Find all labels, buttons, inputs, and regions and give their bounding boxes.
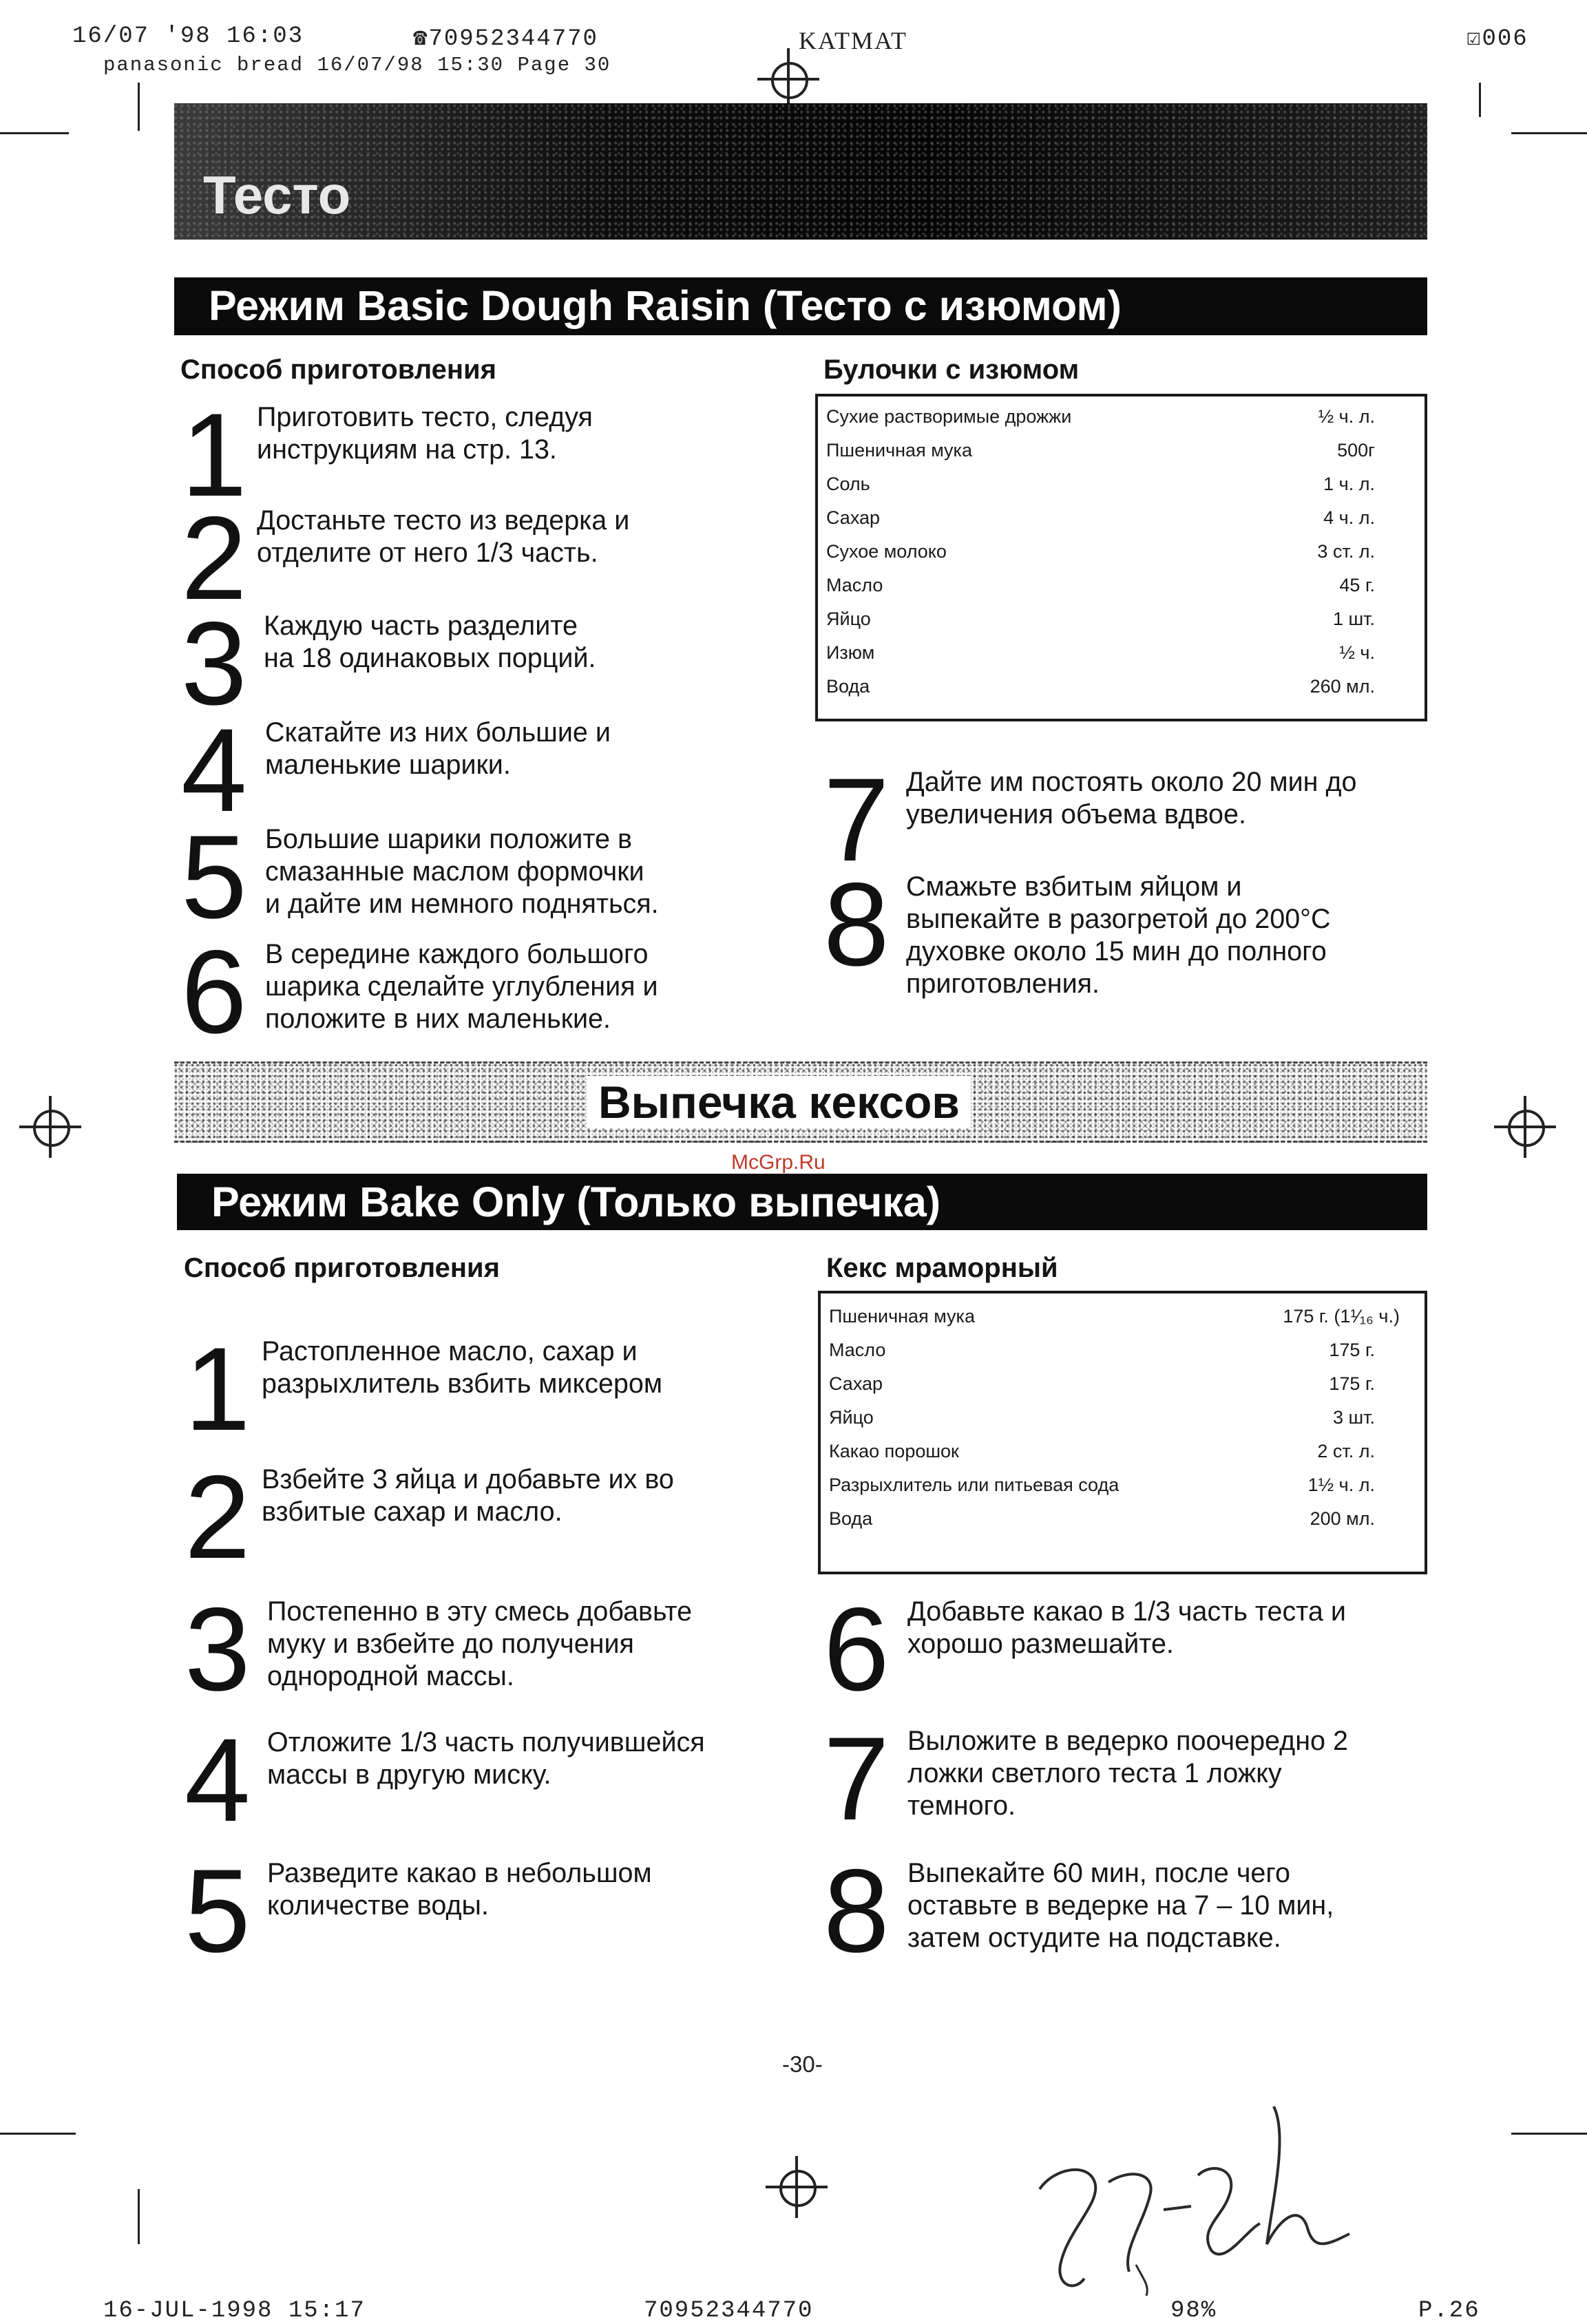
step-number: 6 (823, 1583, 890, 1715)
recipe-heading: Кекс мраморный (826, 1253, 1058, 1283)
fax-header-phone: ☎70952344770 (413, 26, 598, 52)
ingredient-name: Сахар (826, 507, 881, 528)
registration-mark (1494, 1096, 1556, 1158)
step-item (181, 704, 732, 836)
step-number: 3 (181, 598, 247, 730)
step-text: Добавьте какао в 1/3 часть теста и хорошо размешайте. (907, 1596, 1346, 1659)
ingredient-name: Сухие растворимые дрожжи (826, 406, 1072, 427)
ingredient-amount: 175 г. (1329, 1340, 1375, 1360)
ingredient-name: Сахар (829, 1373, 883, 1394)
step-text: Каждую часть разделите на 18 одинаковых порций. (264, 611, 596, 673)
ingredient-row (826, 575, 1416, 608)
step-number: 7 (823, 754, 890, 886)
fax-header-document: panasonic bread 16/07/98 15:30 Page 30 (103, 54, 611, 76)
ingredient-name: Изюм (826, 642, 875, 663)
method-heading: Способ приготовления (184, 1253, 500, 1283)
section-title: Тесто (203, 165, 351, 225)
ingredient-amount: 1 ч. л. (1323, 474, 1375, 494)
step-number: 3 (185, 1583, 251, 1715)
step-item (185, 1583, 777, 1715)
step-item (823, 754, 1443, 886)
step-item (185, 1714, 777, 1846)
ingredient-row (829, 1306, 1416, 1339)
ingredient-row (829, 1508, 1416, 1541)
step-text: Выложите в ведерко поочередно 2 ложки светлого теста 1 ложку темного. (907, 1726, 1348, 1821)
ingredient-name: Пшеничная мука (829, 1306, 975, 1327)
ingredient-row (826, 642, 1416, 675)
step-item (185, 1845, 777, 1977)
method-heading: Способ приготовления (180, 355, 496, 385)
step-item (181, 926, 732, 1058)
registration-mark (757, 48, 819, 110)
step-item (181, 492, 732, 624)
registration-mark (19, 1096, 81, 1158)
step-number: 1 (185, 1323, 251, 1455)
step-item (185, 1451, 777, 1583)
page-number: -30- (782, 2051, 823, 2077)
ingredient-name: Пшеничная мука (826, 440, 972, 461)
ingredient-name: Вода (826, 676, 870, 697)
step-text: Разведите какао в небольшом количестве воды. (267, 1858, 652, 1921)
ingredient-row (826, 507, 1416, 540)
registration-mark (766, 2156, 828, 2218)
ingredient-amount: 175 г. (1¹⁄₁₆ ч.) (1283, 1306, 1400, 1327)
step-number: 4 (185, 1714, 251, 1846)
ingredient-amount: 4 ч. л. (1323, 507, 1375, 528)
ingredient-amount: 175 г. (1329, 1373, 1375, 1394)
step-text: Большие шарики положите в смазанные маслом формочки и дайте им немного подняться. (265, 824, 659, 919)
step-text: Постепенно в эту смесь добавьте муку и взбейте до получения однородной массы. (267, 1596, 693, 1691)
ingredient-amount: 1½ ч. л. (1307, 1475, 1375, 1495)
section-title-band (174, 1061, 1427, 1143)
ingredient-row (829, 1373, 1416, 1406)
step-text: В середине каждого большого шарика сделайте углубления и положите в них маленькие. (265, 939, 658, 1034)
fax-header-page: ☑006 (1467, 26, 1528, 52)
step-item (181, 389, 732, 521)
ingredient-row (826, 541, 1416, 574)
crop-mark (1511, 2133, 1587, 2135)
ingredient-amount: 260 мл. (1310, 676, 1375, 697)
ingredient-name: Масло (826, 575, 883, 595)
section-title: Выпечка кексов (587, 1076, 971, 1128)
step-number: 5 (181, 811, 247, 943)
step-text: Отложите 1/3 часть получившейся массы в другую миску. (267, 1727, 705, 1790)
step-number: 2 (181, 492, 247, 624)
ingredient-name: Какао порошок (829, 1441, 959, 1461)
step-number: 4 (181, 704, 247, 836)
ingredient-name: Разрыхлитель или питьевая сода (829, 1475, 1120, 1495)
step-text: Приготовить тесто, следуя инструкциям на стр. 13. (257, 402, 593, 465)
ingredient-name: Масло (829, 1340, 886, 1360)
step-item (823, 1583, 1443, 1715)
step-text: Выпекайте 60 мин, после чего оставьте в ведерке на 7 – 10 мин, затем остудите на подставке. (907, 1858, 1334, 1953)
ingredient-row (826, 406, 1416, 439)
crop-mark (138, 83, 140, 131)
recipe-heading: Булочки с изюмом (823, 355, 1080, 385)
step-item (181, 598, 732, 730)
ingredient-row (826, 676, 1416, 709)
mode-title-bar: Режим Basic Dough Raisin (Тесто с изюмом) (174, 277, 1427, 335)
section-title-band (174, 103, 1427, 240)
step-number: 8 (823, 1845, 890, 1977)
ingredient-row (829, 1340, 1416, 1373)
step-number: 7 (823, 1713, 890, 1845)
ingredient-amount: 2 ст. л. (1317, 1441, 1375, 1461)
step-text: Достаньте тесто из ведерка и отделите от него 1/3 часть. (257, 505, 630, 568)
ingredient-name: Яйцо (826, 609, 871, 629)
watermark: McGrp.Ru (731, 1151, 826, 1174)
fax-header-date: 16/07 '98 16:03 (72, 23, 304, 50)
ingredient-name: Вода (829, 1508, 873, 1529)
ingredient-amount: ½ ч. л. (1318, 406, 1375, 427)
fax-footer-page: P.26 (1418, 2298, 1480, 2324)
ingredient-name: Сухое молоко (826, 541, 947, 562)
fax-footer-date: 16-JUL-1998 15:17 (103, 2298, 366, 2324)
ingredient-amount: 200 мл. (1310, 1508, 1375, 1529)
ingredient-name: Соль (826, 474, 870, 494)
step-text: Взбейте 3 яйца и добавьте их во взбитые сахар и масло. (262, 1464, 674, 1527)
fax-footer-percent: 98% (1170, 2298, 1217, 2324)
step-number: 6 (181, 926, 247, 1058)
step-text: Растопленное масло, сахар и разрыхлитель взбить миксером (262, 1336, 663, 1399)
step-text: Скатайте из них большие и маленькие шарики. (265, 717, 611, 780)
mode-title-bar: Режим Bake Only (Только выпечка) (177, 1174, 1427, 1230)
ingredients-table (818, 1291, 1427, 1574)
crop-mark (1479, 83, 1481, 117)
crop-mark (1511, 132, 1587, 134)
fax-header-sender: KATMAT (799, 27, 908, 54)
ingredient-row (826, 440, 1416, 473)
ingredient-row (826, 609, 1416, 642)
step-text: Дайте им постоять около 20 мин до увеличения объема вдвое. (906, 767, 1357, 830)
step-number: 5 (185, 1845, 251, 1977)
ingredient-amount: 500г (1337, 440, 1375, 461)
ingredient-amount: 45 г. (1339, 575, 1375, 595)
step-item (823, 858, 1443, 1003)
ingredients-table (815, 394, 1427, 721)
step-item (823, 1713, 1443, 1845)
handwritten-signature (1026, 2093, 1356, 2299)
step-item (823, 1845, 1443, 1977)
crop-mark (0, 132, 69, 134)
step-text: Смажьте взбитым яйцом и выпекайте в разогретой до 200°С духовке около 15 мин до полного приготовления. (906, 872, 1331, 999)
ingredient-row (829, 1441, 1416, 1474)
step-number: 8 (823, 858, 890, 991)
ingredient-row (829, 1475, 1416, 1508)
fax-footer-phone: 70952344770 (644, 2298, 814, 2324)
crop-mark (138, 2189, 140, 2244)
ingredient-amount: 1 шт. (1332, 609, 1375, 629)
step-item (185, 1323, 777, 1455)
ingredient-amount: 3 шт. (1332, 1407, 1375, 1428)
step-number: 2 (185, 1451, 251, 1583)
ingredient-amount: ½ ч. (1339, 642, 1375, 663)
ingredient-row (826, 474, 1416, 507)
ingredient-row (829, 1407, 1416, 1440)
ingredient-amount: 3 ст. л. (1317, 541, 1375, 562)
step-item (181, 811, 732, 943)
crop-mark (0, 2133, 76, 2135)
step-number: 1 (181, 389, 247, 521)
ingredient-name: Яйцо (829, 1407, 874, 1428)
